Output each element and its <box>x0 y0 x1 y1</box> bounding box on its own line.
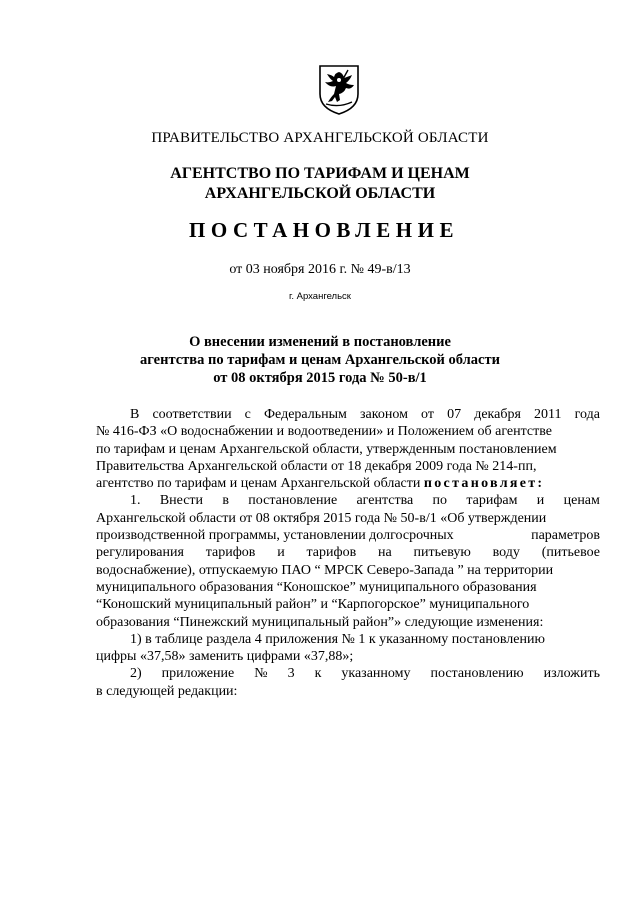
body-word: по <box>432 493 448 509</box>
body-text: “Коношский муниципальный район” и “Карпогорское” муниципального <box>96 597 530 613</box>
body-text: Архангельской области от 08 октября 2015 года № 50-в/1 «Об утверждении <box>96 510 547 526</box>
body-text: 1) в таблице раздела 4 приложения № 1 к указанному постановлению <box>130 631 545 647</box>
body-word: Внести <box>159 493 204 509</box>
body-word: постановление <box>248 493 338 509</box>
body-word: законом <box>360 407 408 422</box>
body-word: указанному <box>341 666 411 682</box>
body-line <box>96 562 600 579</box>
body-line <box>96 596 600 613</box>
body-word: изложить <box>543 666 600 682</box>
body-word: от <box>421 407 434 422</box>
body-word: с <box>244 407 251 422</box>
body-line <box>96 406 600 423</box>
agency-line-2: АРХАНГЕЛЬСКОЙ ОБЛАСТИ <box>204 185 436 202</box>
body-word: регулирования <box>96 545 184 561</box>
body-text: параметров <box>531 528 600 544</box>
body-word: на <box>378 545 392 561</box>
document-type-title: ПОСТАНОВЛЕНИЕ <box>189 218 459 242</box>
body-word: года <box>574 407 600 422</box>
body-word: 2011 <box>534 407 562 422</box>
body-word: 1. <box>130 493 141 509</box>
body-text: в следующей редакции: <box>96 683 238 699</box>
body-word: агентства <box>356 493 414 509</box>
body-word: приложение <box>161 666 235 682</box>
body-text: агентство по тарифам и ценам Архангельской области <box>96 476 424 492</box>
body-line <box>96 458 600 475</box>
body-line <box>96 579 600 596</box>
body-line <box>96 665 600 682</box>
body-word: воду <box>492 545 520 561</box>
body-word: и <box>277 545 285 561</box>
body-line <box>96 631 600 648</box>
body-word: декабря <box>474 407 521 422</box>
government-name: ПРАВИТЕЛЬСТВО АРХАНГЕЛЬСКОЙ ОБЛАСТИ <box>151 130 489 146</box>
body-line <box>96 423 600 440</box>
body-word: и <box>536 493 545 509</box>
body-word: тарифам <box>466 493 518 509</box>
body-word: тарифов <box>306 545 357 561</box>
body-text: цифры «37,58» заменить цифрами «37,88»; <box>96 649 354 665</box>
body-word: соответствии <box>152 407 232 422</box>
body-text: производственной программы, установлении долгосрочных <box>96 528 454 544</box>
document-body <box>96 406 600 700</box>
body-word: питьевую <box>413 545 471 561</box>
body-text: по тарифам и ценам Архангельской области, утвержденным постановлением <box>96 441 557 457</box>
body-word: 3 <box>287 666 295 682</box>
body-word: постановлению <box>430 666 524 682</box>
body-word: В <box>130 407 140 422</box>
body-line <box>96 510 600 527</box>
body-word: Федеральным <box>264 407 347 422</box>
body-line <box>96 441 600 458</box>
body-text: образования “Пинежский муниципальный район”» следующие изменения: <box>96 614 544 630</box>
body-text: муниципального образования “Коношское” муниципального образования <box>96 579 537 595</box>
coat-of-arms-emblem <box>318 64 360 116</box>
body-line <box>96 492 600 509</box>
body-word: № <box>254 666 268 682</box>
subject-line-1: О внесении изменений в постановление <box>189 334 451 350</box>
body-line <box>96 527 600 544</box>
body-word: ценам <box>563 493 600 509</box>
body-line <box>96 648 600 665</box>
resolution-word: постановляет: <box>423 476 545 492</box>
body-line <box>96 683 600 700</box>
body-word: к <box>314 666 322 682</box>
body-line <box>96 475 600 492</box>
subject-line-2: агентства по тарифам и ценам Архангельской области <box>140 352 500 368</box>
document-city: г. Архангельск <box>289 291 351 302</box>
body-word: тарифов <box>205 545 256 561</box>
agency-name <box>0 164 640 204</box>
body-word: 07 <box>447 407 462 422</box>
body-text: № 416-ФЗ «О водоснабжении и водоотведении» и Положением об агентстве <box>96 424 552 440</box>
subject-line-3: от 08 октября 2015 года № 50-в/1 <box>213 370 427 386</box>
body-word: (питьевое <box>541 545 600 561</box>
body-line <box>96 544 600 561</box>
document-date-number: от 03 ноября 2016 г. № 49-в/13 <box>229 262 411 277</box>
body-word: в <box>222 493 229 509</box>
agency-line-1: АГЕНТСТВО ПО ТАРИФАМ И ЦЕНАМ <box>170 165 470 182</box>
body-word: 2) <box>130 666 142 682</box>
body-text: Правительства Архангельской области от 18 декабря 2009 года № 214-пп, <box>96 458 537 474</box>
document-subject <box>0 333 640 387</box>
body-line <box>96 614 600 631</box>
body-text: водоснабжение), отпускаемую ПАО “ МРСК Северо-Запада ” на территории <box>96 562 554 578</box>
